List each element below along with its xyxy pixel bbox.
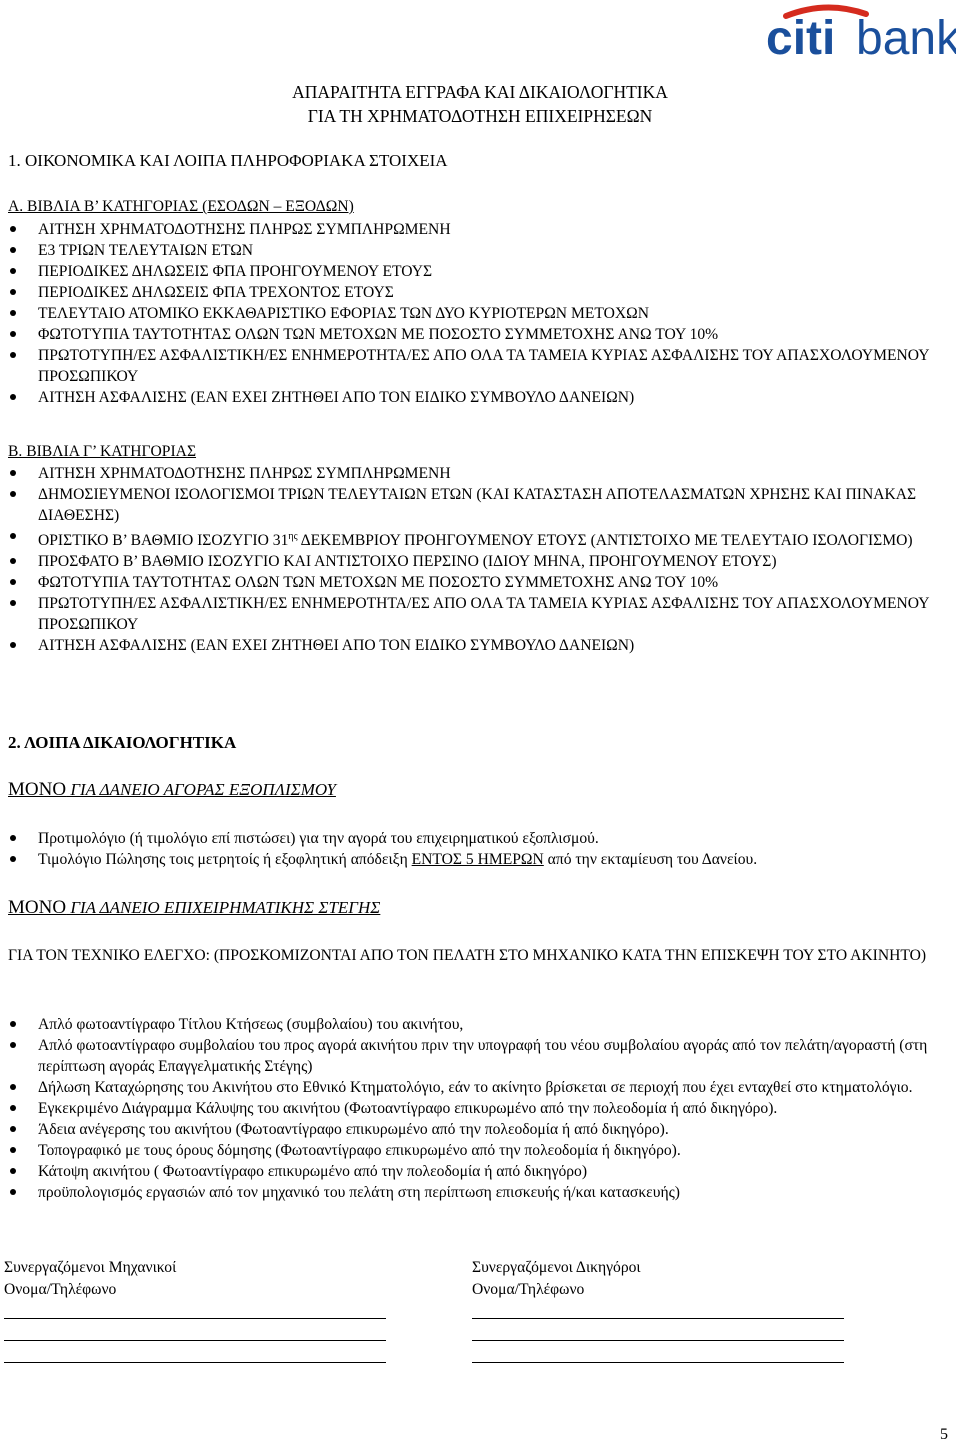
engineers-title: Συνεργαζόμενοι Μηχανικοί <box>4 1259 177 1276</box>
document-title-line2: ΓΙΑ ΤΗ ΧΡΗΜΑΤΟΔΟΤΗΣΗ ΕΠΙΧΕΙΡΗΣΕΩΝ <box>307 106 653 126</box>
lawyers-entry-line[interactable] <box>472 1318 844 1319</box>
engineers-entry-line[interactable] <box>4 1318 386 1319</box>
list-item: Απλό φωτοαντίγραφο Τίτλου Κτήσεως (συμβολαίου) του ακινήτου, <box>8 1014 938 1035</box>
subsection-b-heading-text: Β. ΒΙΒΛΙΑ Γ’ ΚΑΤΗΓΟΡΙΑΣ <box>8 443 197 460</box>
engineers-subtitle: Ονομα/Τηλέφωνο <box>4 1281 117 1298</box>
item-text: ΟΡΙΣΤΙΚΟ Β’ ΒΑΘΜΙΟ ΙΣΟΖΥΓΙΟ 31 <box>38 532 289 549</box>
technical-check-intro: ΓΙΑ ΤΟΝ ΤΕΧΝΙΚΟ ΕΛΕΓΧΟ: (ΠΡΟΣΚΟΜΙΖΟΝΤΑΙ ΑΠΟ ΤΟΝ ΠΕΛΑΤΗ ΣΤΟ ΜΗΧΑΝΙΚΟ ΚΑΤΑ ΤΗΝ ΕΠΙΣΚΕΨΗ ΤΟΥ ΣΤΟ ΑΚΙΝΗΤΟ) <box>8 947 927 964</box>
citibank-logo-mark <box>766 2 956 62</box>
list-item: ΑΙΤΗΣΗ ΑΣΦΑΛΙΣΗΣ (ΕΑΝ ΕΧΕΙ ΖΗΤΗΘΕΙ ΑΠΟ ΤΟΝ ΕΙΔΙΚΟ ΣΥΜΒΟΥΛΟ ΔΑΝΕΙΩΝ) <box>8 635 938 656</box>
list-item: ΦΩΤΟΤΥΠΙΑ ΤΑΥΤΟΤΗΤΑΣ ΟΛΩΝ ΤΩΝ ΜΕΤΟΧΩΝ ΜΕ ΠΟΣΟΣΤΟ ΣΥΜΜΕΤΟΧΗΣ ΑΝΩ ΤΟΥ 10% <box>8 324 938 345</box>
list-item <box>8 849 938 870</box>
heading-text: ΓΙΑ ΔΑΝΕΙΟ ΑΓΟΡΑΣ ΕΞΟΠΛΙΣΜΟΥ <box>66 780 336 799</box>
list-item: Ε3 ΤΡΙΩΝ ΤΕΛΕΥΤΑΙΩΝ ΕΤΩΝ <box>8 240 938 261</box>
list-item: ΠΕΡΙΟΔΙΚΕΣ ΔΗΛΩΣΕΙΣ ΦΠΑ ΤΡΕΧΟΝΤΟΣ ΕΤΟΥΣ <box>8 282 938 303</box>
list-item: ΔΗΜΟΣΙΕΥΜΕΝΟΙ ΙΣΟΛΟΓΙΣΜΟΙ ΤΡΙΩΝ ΤΕΛΕΥΤΑΙΩΝ ΕΤΩΝ (ΚΑΙ ΚΑΤΑΣΤΑΣΗ ΑΠΟΤΕΛΑΣΜΑΤΩΝ ΧΡΗΣΗΣ ΚΑΙ ΠΙΝΑΚΑΣ ΔΙΑΘΕΣΗΣ) <box>8 484 938 526</box>
list-item: Εγκεκριμένο Διάγραμμα Κάλυψης του ακινήτου (Φωτοαντίγραφο επικυρωμένο από την πολεοδομία ή από δικηγόρο). <box>8 1098 938 1119</box>
heading-emphasis: ΜΟΝΟ <box>8 897 67 918</box>
list-item: Τοπογραφικό με τους όρους δόμησης (Φωτοαντίγραφο επικυρωμένο από την πολεοδομία ή δικηγόρο). <box>8 1140 938 1161</box>
subsection-a-heading-text: Α. ΒΙΒΛΙΑ Β’ ΚΑΤΗΓΟΡΙΑΣ (ΕΣΟΔΩΝ – ΕΞΟΔΩΝ) <box>8 198 354 215</box>
section1-heading: 1. ΟΙΚΟΝΟΜΙΚΑ ΚΑΙ ΛΟΙΠΑ ΠΛΗΡΟΦΟΡΙΑΚΑ ΣΤΟΙΧΕΙΑ <box>8 151 448 170</box>
lawyers-title: Συνεργαζόμενοι Δικηγόροι <box>472 1259 641 1276</box>
list-item: ΠΡΟΣΦΑΤΟ Β’ ΒΑΘΜΙΟ ΙΣΟΖΥΓΙΟ ΚΑΙ ΑΝΤΙΣΤΟΙΧΟ ΠΕΡΣΙΝΟ (ΙΔΙΟΥ ΜΗΝΑ, ΠΡΟΗΓΟΥΜΕΝΟΥ ΕΤΟΥΣ) <box>8 551 938 572</box>
list-item: Δήλωση Καταχώρησης του Ακινήτου στο Εθνικό Κτηματολόγιο, εάν το ακίνητο βρίσκεται σε περιοχή που έχει ενταχθεί στο κτηματολόγιο. <box>8 1077 938 1098</box>
item-text: από την εκταμίευση του Δανείου. <box>543 851 758 868</box>
list-item: ΠΡΩΤΟΤΥΠΗ/ΕΣ ΑΣΦΑΛΙΣΤΙΚΗ/ΕΣ ΕΝΗΜΕΡΟΤΗΤΑ/ΕΣ ΑΠΟ ΟΛΑ ΤΑ ΤΑΜΕΙΑ ΚΥΡΙΑΣ ΑΣΦΑΛΙΣΗΣ ΤΟΥ ΑΠΑΣΧΟΛΟΥΜΕΝΟΥ ΠΡΟΣΩΠΙΚΟΥ <box>8 593 938 635</box>
list-item: ΠΡΩΤΟΤΥΠΗ/ΕΣ ΑΣΦΑΛΙΣΤΙΚΗ/ΕΣ ΕΝΗΜΕΡΟΤΗΤΑ/ΕΣ ΑΠΟ ΟΛΑ ΤΑ ΤΑΜΕΙΑ ΚΥΡΙΑΣ ΑΣΦΑΛΙΣΗΣ ΤΟΥ ΑΠΑΣΧΟΛΟΥΜΕΝΟΥ ΠΡΟΣΩΠΙΚΟΥ <box>8 345 938 387</box>
heading-text: ΓΙΑ ΔΑΝΕΙΟ ΕΠΙΧΕΙΡΗΜΑΤΙΚΗΣ ΣΤΕΓΗΣ <box>66 898 381 917</box>
lawyers-entry-line[interactable] <box>472 1362 844 1363</box>
svg-text:citi: citi <box>766 12 836 62</box>
section2-heading: 2. ΛΟΙΠΑ ΔΙΚΑΙΟΛΟΓΗΤΙΚΑ <box>8 733 237 752</box>
property-list <box>8 1014 938 1203</box>
list-item: Άδεια ανέγερσης του ακινήτου (Φωτοαντίγραφο επικυρωμένο από την πολεοδομία ή από δικηγόρο). <box>8 1119 938 1140</box>
subsection-b-list <box>8 463 938 656</box>
equipment-list <box>8 828 938 870</box>
list-item: Απλό φωτοαντίγραφο συμβολαίου του προς αγορά ακινήτου πριν την υπογραφή του νέου συμβολαίου αγοράς από τον πελάτη/αγοραστή (στη περίπτωση αγοράς Επαγγελματικής Στέγης) <box>8 1035 938 1077</box>
list-item: ΤΕΛΕΥΤΑΙΟ ΑΤΟΜΙΚΟ ΕΚΚΑΘΑΡΙΣΤΙΚΟ ΕΦΟΡΙΑΣ ΤΩΝ ΔΥΟ ΚΥΡΙΟΤΕΡΩΝ ΜΕΤΟΧΩΝ <box>8 303 938 324</box>
citibank-logo <box>766 2 956 62</box>
engineers-entry-line[interactable] <box>4 1340 386 1341</box>
list-item: ΠΕΡΙΟΔΙΚΕΣ ΔΗΛΩΣΕΙΣ ΦΠΑ ΠΡΟΗΓΟΥΜΕΝΟΥ ΕΤΟΥΣ <box>8 261 938 282</box>
list-item: ΦΩΤΟΤΥΠΙΑ ΤΑΥΤΟΤΗΤΑΣ ΟΛΩΝ ΤΩΝ ΜΕΤΟΧΩΝ ΜΕ ΠΟΣΟΣΤΟ ΣΥΜΜΕΤΟΧΗΣ ΑΝΩ ΤΟΥ 10% <box>8 572 938 593</box>
engineers-entry-line[interactable] <box>4 1362 386 1363</box>
subsection-a-list <box>8 219 938 408</box>
list-item: ΑΙΤΗΣΗ ΑΣΦΑΛΙΣΗΣ (ΕΑΝ ΕΧΕΙ ΖΗΤΗΘΕΙ ΑΠΟ ΤΟΝ ΕΙΔΙΚΟ ΣΥΜΒΟΥΛΟ ΔΑΝΕΙΩΝ) <box>8 387 938 408</box>
list-item: ΑΙΤΗΣΗ ΧΡΗΜΑΤΟΔΟΤΗΣΗΣ ΠΛΗΡΩΣ ΣΥΜΠΛΗΡΩΜΕΝΗ <box>8 219 938 240</box>
item-text: Τιμολόγιο Πώλησης τοις μετρητοίς ή εξοφλητική απόδειξη <box>38 851 412 868</box>
deadline-text: ΕΝΤΟΣ 5 ΗΜΕΡΩΝ <box>411 851 544 868</box>
subsection-b-heading <box>8 441 196 462</box>
list-item: Κάτοψη ακινήτου ( Φωτοαντίγραφο επικυρωμένο από την πολεοδομία ή από δικηγόρο) <box>8 1161 938 1182</box>
list-item: Προτιμολόγιο (ή τιμολόγιο επί πιστώσει) για την αγορά του επιχειρηματικού εξοπλισμού. <box>8 828 938 849</box>
list-item: ΑΙΤΗΣΗ ΧΡΗΜΑΤΟΔΟΤΗΣΗΣ ΠΛΗΡΩΣ ΣΥΜΠΛΗΡΩΜΕΝΗ <box>8 463 938 484</box>
subsection-a-heading <box>8 196 354 217</box>
superscript: ης <box>288 531 298 542</box>
lawyers-subtitle: Ονομα/Τηλέφωνο <box>472 1281 585 1298</box>
document-title-line1: ΑΠΑΡΑΙΤΗΤΑ ΕΓΓΡΑΦΑ ΚΑΙ ΔΙΚΑΙΟΛΟΓΗΤΙΚΑ <box>292 82 668 102</box>
svg-text:bank: bank <box>856 12 956 62</box>
heading-emphasis: ΜΟΝΟ <box>8 779 67 800</box>
equipment-loan-heading <box>8 779 336 800</box>
page-number: 5 <box>940 1426 948 1443</box>
item-text: ΔΕΚΕΜΒΡΙΟΥ ΠΡΟΗΓΟΥΜΕΝΟΥ ΕΤΟΥΣ (ΑΝΤΙΣΤΟΙΧΟ ΜΕ ΤΕΛΕΥΤΑΙΟ ΙΣΟΛΟΓΙΣΜΟ) <box>297 532 913 549</box>
property-loan-heading <box>8 897 380 918</box>
lawyers-entry-line[interactable] <box>472 1340 844 1341</box>
list-item: προϋπολογισμός εργασιών από τον μηχανικό του πελάτη στη περίπτωση επισκευής ή/και κατασκευής) <box>8 1182 938 1203</box>
list-item <box>8 526 938 551</box>
